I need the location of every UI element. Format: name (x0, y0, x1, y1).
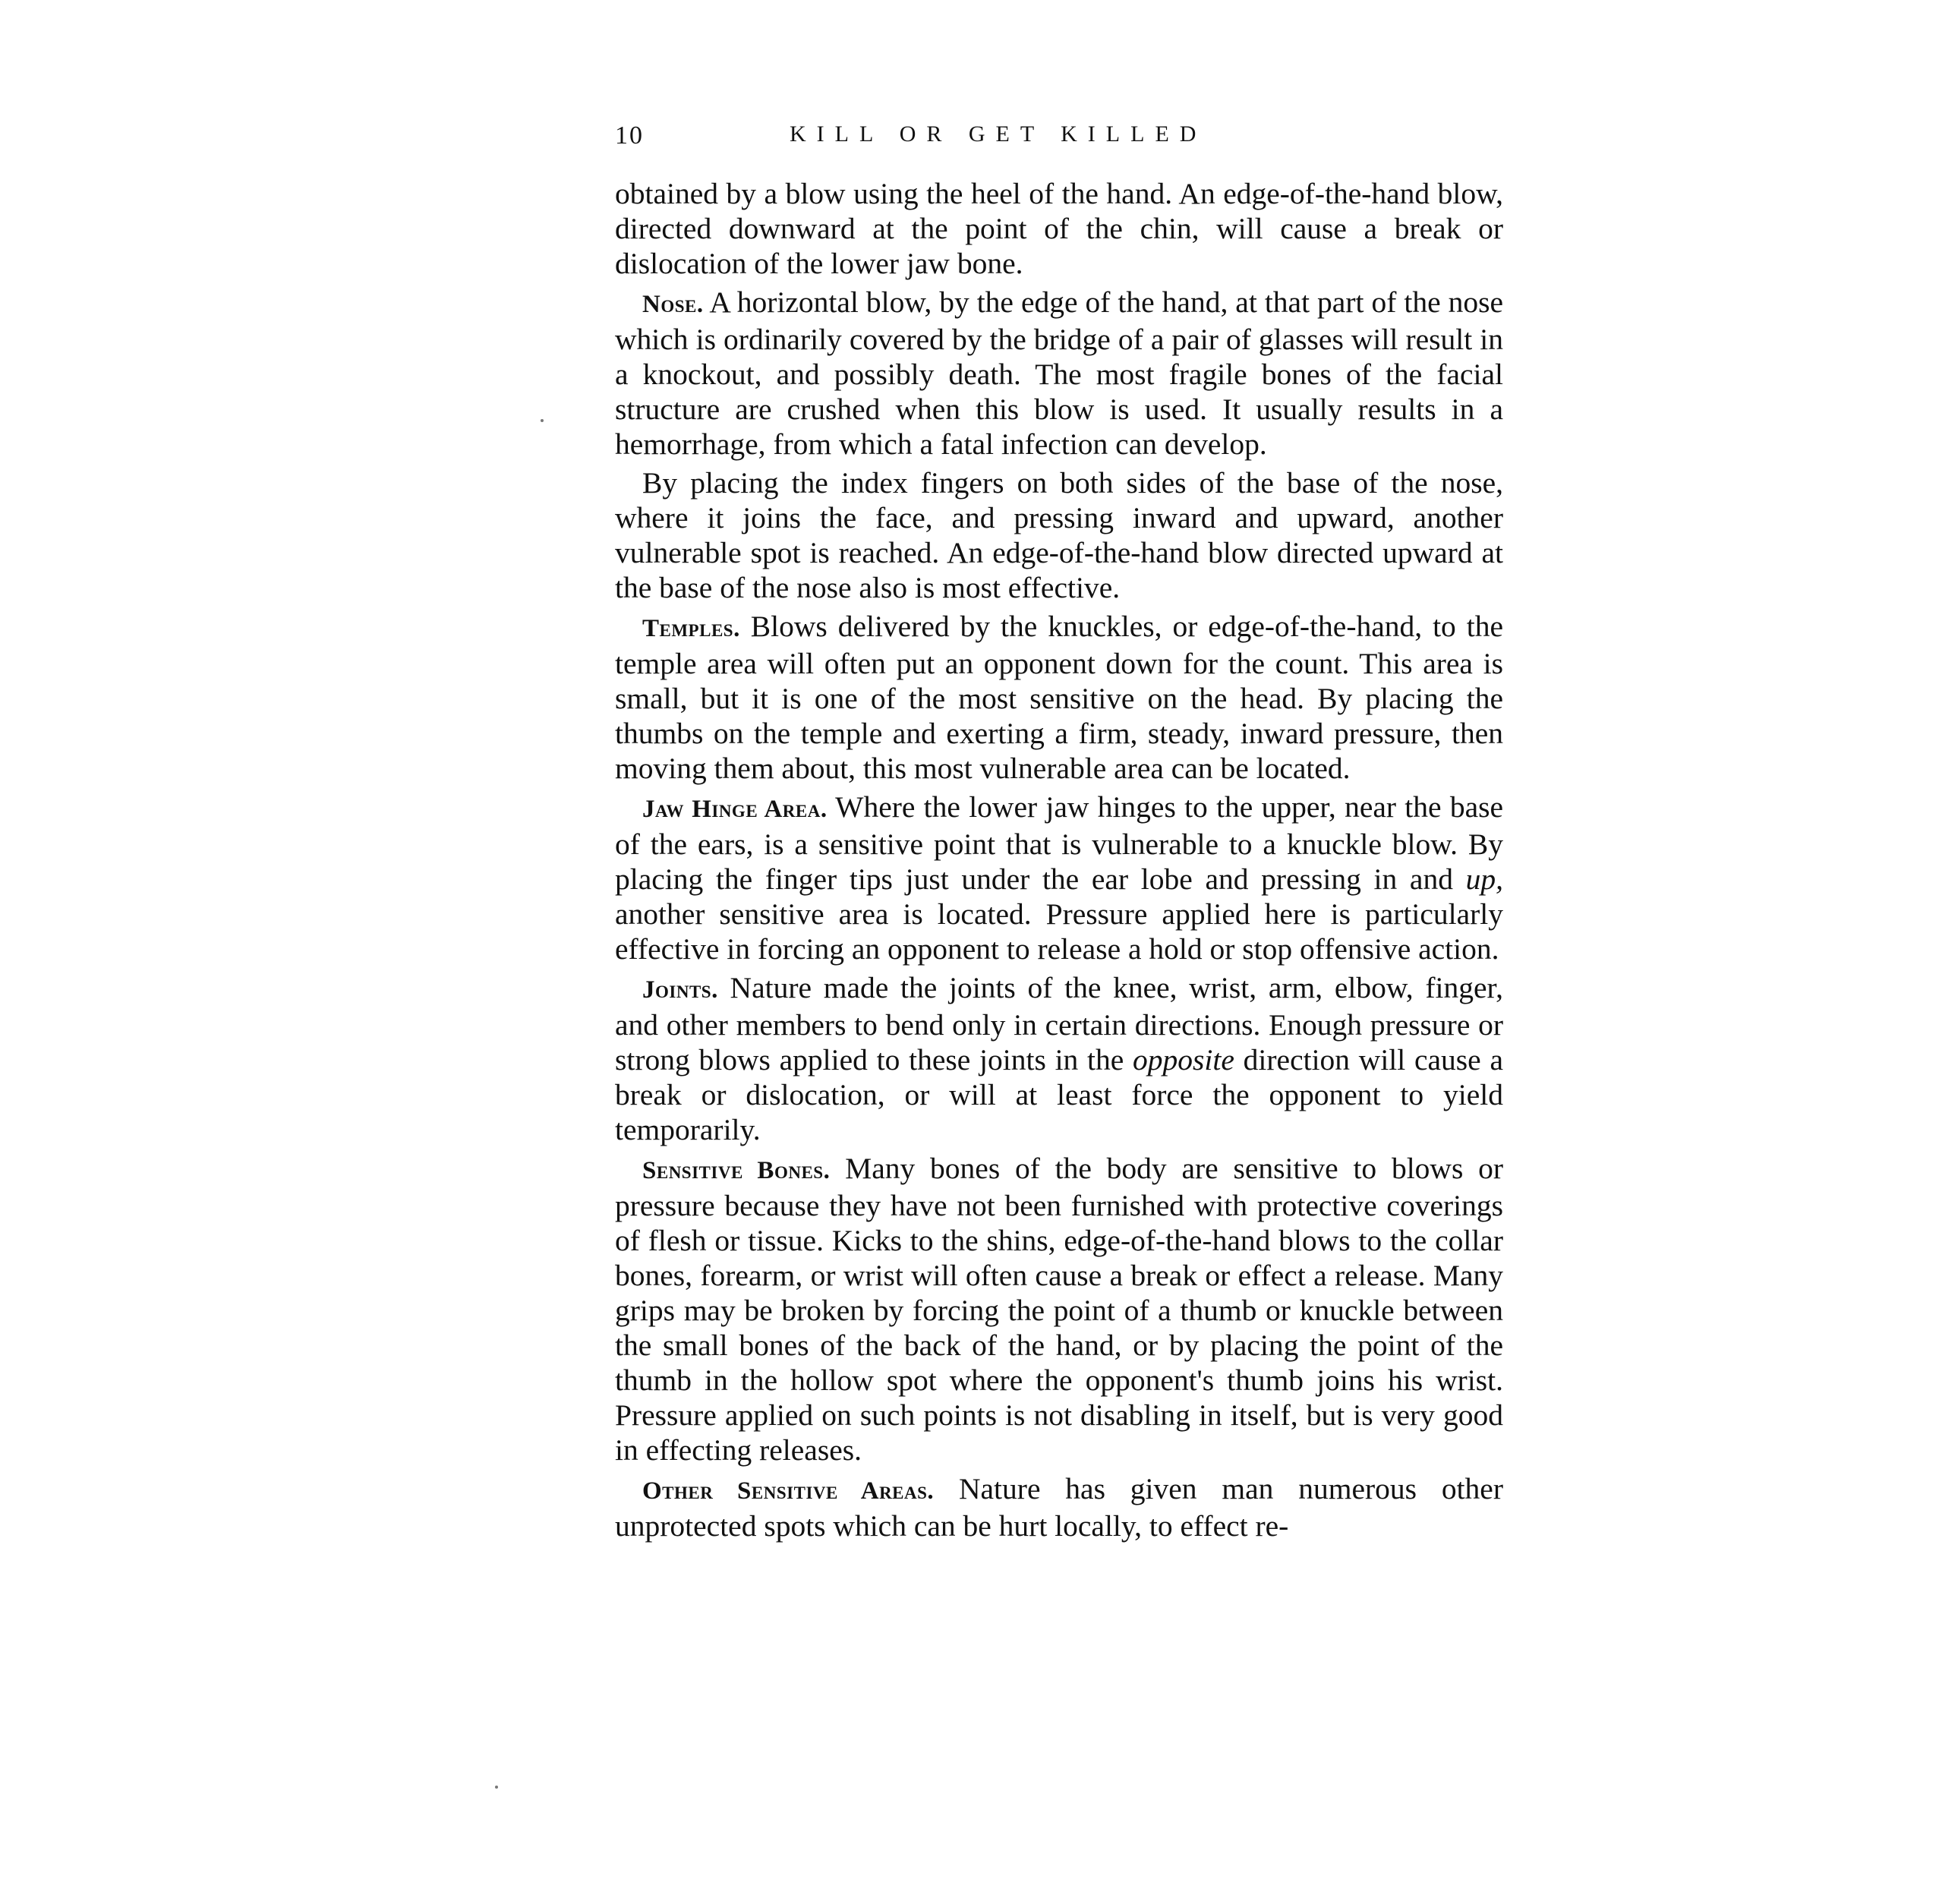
section-heading-jaw-hinge: Jaw Hinge Area. (642, 796, 828, 823)
section-heading-joints: Joints. (642, 976, 718, 1004)
paragraph-text: obtained by a blow using the heel of the hand. An edge-of-the-hand blow, directed downward at the point of the chin, will cause a break or dislocation of the lower jaw bone. (615, 177, 1503, 280)
paragraph-nose-base (615, 465, 1503, 605)
paragraph-text-continued: direction will cause a break or dislocation, or will at least force the opponent to yield temporarily. (615, 1043, 1503, 1146)
paragraph-text: Blows delivered by the knuckles, or edge-of-the-hand, to the temple area will often put an opponent down for the count. This area is small, but it is one of the most sensitive on the head. By placing the thumbs on the temple and exerting a firm, steady, inward pressure, then moving them about, this most vulnerable area can be located. (615, 610, 1503, 785)
paragraph-other-sensitive-areas (615, 1471, 1503, 1543)
paragraph-nose (615, 285, 1503, 462)
paragraph-sensitive-bones (615, 1151, 1503, 1467)
scan-speck (495, 1786, 498, 1789)
paragraph-jaw-hinge (615, 790, 1503, 966)
paragraph-text: By placing the index fingers on both sides of the base of the nose, where it joins the face, and pressing inward and upward, another vulnerable spot is reached. An edge-of-the-hand blow directed upward at the base of the nose also is most effective. (615, 466, 1503, 604)
page-number: 10 (615, 121, 644, 150)
paragraph-text: Nature made the joints of the knee, wrist, arm, elbow, finger, and other members to bend only in certain directions. Enough pressure or strong blows applied to these joints in the (615, 971, 1503, 1077)
section-heading-temples: Temples. (642, 615, 740, 642)
body-text (615, 176, 1503, 1547)
scan-speck (541, 419, 544, 422)
emphasis-up: up, (1465, 862, 1503, 896)
section-heading-nose: Nose. (642, 291, 704, 318)
paragraph-text: Nature has given man numerous other unprotected spots which can be hurt locally, to effect re- (615, 1472, 1503, 1543)
section-heading-other-sensitive-areas: Other Sensitive Areas. (642, 1477, 935, 1505)
paragraph-text: Many bones of the body are sensitive to blows or pressure because they have not been furnished with protective coverings of flesh or tissue. Kicks to the shins, edge-of-the-hand blows to the collar bones, forearm, or wrist will often cause a break or effect a release. Many grips may be broken by forcing the point of a thumb or knuckle between the small bones of the back of the hand, or by placing the point of the thumb in the hollow spot where the opponent's thumb joins his wrist. Pressure applied on such points is not disabling in itself, but is very good in effecting releases. (615, 1152, 1504, 1467)
book-title: KILL OR GET KILLED (790, 121, 1207, 147)
running-head (615, 121, 1503, 167)
paragraph-joints (615, 970, 1503, 1147)
paragraph-text: A horizontal blow, by the edge of the hand, at that part of the nose which is ordinarily covered by the bridge of a pair of glasses will result in a knockout, and possibly death. The most fragile bones of the facial structure are crushed when this blow is used. It usually results in a hemorrhage, from which a fatal infection can develop. (615, 285, 1503, 461)
paragraph-chin-continued (615, 176, 1503, 281)
emphasis-opposite: opposite (1133, 1043, 1234, 1077)
section-heading-sensitive-bones: Sensitive Bones. (642, 1157, 831, 1184)
paragraph-text: Where the lower jaw hinges to the upper, near the base of the ears, is a sensitive point that is vulnerable to a knuckle blow. By placing the finger tips just under the ear lobe and pressing in and (615, 790, 1504, 896)
paragraph-text-continued: another sensitive area is located. Pressure applied here is particularly effective in forcing an opponent to release a hold or stop offensive action. (615, 897, 1503, 966)
paragraph-temples (615, 609, 1503, 786)
